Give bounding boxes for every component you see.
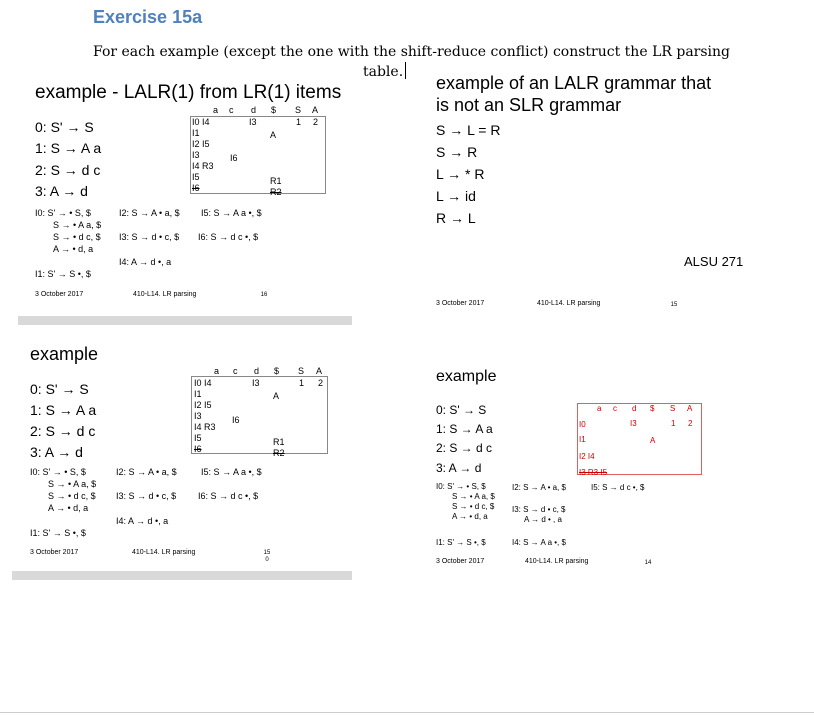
table-row-label: I3 R3 I5: [579, 468, 608, 477]
table-header: a: [214, 366, 220, 376]
table-cell: R1: [273, 437, 285, 447]
item-set-i5: I5: S → A a •, $: [201, 208, 262, 218]
table-header: c: [233, 366, 238, 376]
production-2: 2: S → d c: [35, 162, 101, 178]
table-header: A: [316, 366, 323, 376]
table-cell: 1: [671, 419, 676, 428]
item-line: S → • d c, $: [452, 502, 495, 511]
item-line: S → • d c, $: [48, 491, 96, 501]
production-2: 2: S → d c: [436, 441, 493, 455]
item-set-i1: I1: S' → S •, $: [30, 528, 86, 538]
parse-table: [190, 116, 326, 194]
page-number: 16: [260, 292, 268, 298]
item-set-i2: I2: S → A • a, $: [119, 208, 180, 218]
production-3: L → id: [436, 188, 476, 204]
exercise-title: Exercise 15a: [93, 7, 203, 27]
table-header: a: [213, 105, 219, 115]
production-0: 0: S' → S: [436, 403, 487, 417]
table-cell: 2: [318, 378, 324, 388]
table-row-label: I2 I5: [194, 400, 212, 410]
table-row-label: I4 R3: [194, 422, 216, 432]
table-row-label: I1: [579, 435, 586, 444]
footer-course: 410-L14. LR parsing: [132, 549, 196, 556]
slide-lalr-not-slr: [418, 66, 814, 326]
footer-date: 3 October 2017: [436, 558, 485, 565]
table-row-label: I3: [192, 150, 200, 160]
table-cell: 1: [296, 117, 302, 127]
production-1: 1: S → A a: [436, 422, 493, 436]
item-line: S → • A a, $: [48, 479, 97, 489]
footer-date: 3 October 2017: [35, 291, 84, 298]
item-line: I3: S → d • c, $: [512, 505, 566, 514]
item-set-i3: [512, 505, 566, 525]
item-line: S → • d c, $: [53, 232, 101, 242]
production-4: R → L: [436, 210, 476, 226]
table-cell: I6: [232, 415, 240, 425]
side-note: ALSU 271: [684, 254, 744, 269]
table-cell: I6: [230, 153, 238, 163]
table-header: $: [271, 105, 277, 115]
item-set-i1: I1: S' → S •, $: [35, 269, 91, 279]
table-cell: R1: [270, 176, 282, 186]
item-set-i3: I3: S → d • c, $: [119, 232, 180, 242]
table-header: d: [632, 404, 637, 413]
item-set-i2: I2: S → A • a, $: [512, 483, 566, 492]
parse-table: [577, 403, 702, 475]
table-cell: 2: [313, 117, 319, 127]
slide-bottom-bar: [18, 316, 352, 325]
item-line: I0: S' → • S, $: [35, 208, 91, 218]
table-row-label: I4 R3: [192, 161, 214, 171]
table-cell: I3: [249, 117, 257, 127]
table-header: S: [670, 404, 676, 413]
page-number: 15: [670, 302, 678, 308]
page-bottom-border: [0, 712, 814, 713]
table-cell: A: [650, 436, 656, 445]
instruction-line-2: [363, 62, 406, 80]
item-set-i4: I4: A → d •, a: [119, 257, 172, 267]
production-2: 2: S → d c: [30, 423, 96, 439]
item-set-i3: I3: S → d • c, $: [116, 491, 177, 501]
page-number: 150: [263, 550, 271, 563]
table-row-label: I6: [192, 183, 200, 193]
table-header: S: [298, 366, 305, 376]
item-line: A → • d, a: [48, 503, 89, 513]
table-cell: A: [273, 391, 280, 401]
table-row-label: I0: [579, 420, 586, 429]
production-0: 0: S' → S: [30, 381, 89, 397]
table-cell: A: [270, 130, 277, 140]
table-cell: I3: [630, 419, 637, 428]
item-line: A → • d, a: [452, 512, 488, 521]
item-line: A → • d, a: [53, 244, 94, 254]
slide-title: example - LALR(1) from LR(1) items: [35, 82, 342, 103]
slide-title: example: [436, 368, 497, 385]
production-1: 1: S → A a: [35, 140, 102, 156]
item-set-i5: I5: S → d c •, $: [591, 483, 645, 492]
table-header: c: [229, 105, 234, 115]
table-header: d: [251, 105, 257, 115]
item-set-i0: [436, 482, 495, 522]
table-row-label: I0 I4: [192, 117, 210, 127]
text-cursor: [405, 62, 406, 79]
table-row-label: I1: [192, 128, 200, 138]
item-set-i4: I4: A → d •, a: [116, 516, 169, 526]
footer-date: 3 October 2017: [436, 300, 485, 307]
table-cell: I3: [252, 378, 260, 388]
item-line: I0: S' → • S, $: [30, 467, 86, 477]
item-set-i6: I6: S → d c •, $: [198, 491, 259, 501]
slide-example-left: [12, 337, 352, 577]
footer-date: 3 October 2017: [30, 549, 79, 556]
table-header: d: [254, 366, 260, 376]
table-header: $: [274, 366, 280, 376]
table-row-label: I2 I4: [579, 452, 595, 461]
table-header: A: [312, 105, 319, 115]
production-0: 0: S' → S: [35, 119, 94, 135]
table-row-label: I3: [194, 411, 202, 421]
item-line: A → d • , a: [524, 515, 562, 524]
production-1: 1: S → A a: [30, 402, 97, 418]
production-0: S → L = R: [436, 122, 501, 138]
table-row-label: I6: [194, 444, 202, 454]
slide-title-line-1: example of an LALR grammar that: [436, 73, 712, 93]
footer-course: 410-L14. LR parsing: [525, 558, 589, 565]
table-row-label: I1: [194, 389, 202, 399]
table-header: S: [295, 105, 302, 115]
table-header: $: [650, 404, 655, 413]
item-set-i6: I6: S → d c •, $: [198, 232, 259, 242]
item-line: S → • A a, $: [53, 220, 102, 230]
item-set-i0: [35, 207, 101, 255]
footer-course: 410-L14. LR parsing: [133, 291, 197, 298]
slide-title: example: [30, 344, 99, 364]
production-1: S → R: [436, 144, 478, 160]
item-line: I0: S' → • S, $: [436, 482, 486, 491]
table-cell: R2: [273, 448, 285, 458]
item-set-i0: [30, 466, 96, 514]
table-header: A: [687, 404, 693, 413]
table-header: c: [613, 404, 617, 413]
production-3: 3: A → d: [436, 461, 482, 475]
table-header: a: [597, 404, 602, 413]
instruction-text: table.: [363, 64, 404, 80]
slide-lalr-from-lr1: [18, 78, 352, 326]
slide-bottom-bar: [12, 571, 352, 580]
footer-course: 410-L14. LR parsing: [537, 300, 601, 307]
item-set-i4: I4: S → A a •, $: [512, 538, 566, 547]
table-cell: 2: [688, 419, 693, 428]
item-set-i5: I5: S → A a •, $: [201, 467, 262, 477]
table-row-label: I0 I4: [194, 378, 212, 388]
production-3: 3: A → d: [35, 183, 88, 199]
slide-example-right: [418, 352, 814, 582]
table-row-label: I2 I5: [192, 139, 210, 149]
page-number: 14: [644, 560, 652, 566]
instruction-line-1: For each example (except the one with the shift-reduce conflict) construct the LR parsing: [93, 44, 730, 60]
production-2: L → * R: [436, 166, 485, 182]
production-3: 3: A → d: [30, 444, 83, 460]
item-set-i2: I2: S → A • a, $: [116, 467, 177, 477]
table-cell: R2: [270, 187, 282, 197]
item-set-i1: I1: S' → S •, $: [436, 538, 486, 547]
table-row-label: I5: [194, 433, 202, 443]
table-cell: 1: [299, 378, 305, 388]
slide-title-line-2: is not an SLR grammar: [436, 95, 622, 115]
item-line: S → • A a, $: [452, 492, 495, 501]
table-row-label: I5: [192, 172, 200, 182]
